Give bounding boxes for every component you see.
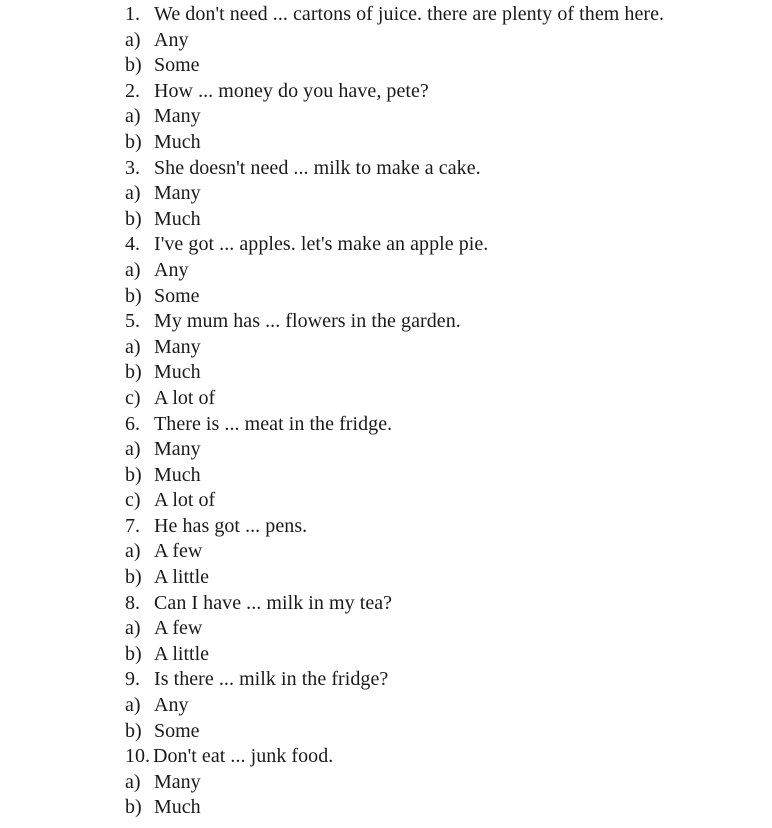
question-number: 9. xyxy=(125,668,140,691)
option-line xyxy=(125,360,765,386)
option-line xyxy=(125,335,765,361)
question-number: 5. xyxy=(125,310,140,333)
question-number: 3. xyxy=(125,156,140,179)
question-number: 8. xyxy=(125,591,140,614)
option-line xyxy=(125,539,765,565)
option-text: A little xyxy=(154,566,209,589)
option-letter: b) xyxy=(125,463,142,486)
option-line xyxy=(125,795,765,821)
option-text: Much xyxy=(154,130,201,153)
option-line xyxy=(125,284,765,310)
option-line xyxy=(125,616,765,642)
option-line xyxy=(125,181,765,207)
question-text: He has got ... pens. xyxy=(154,514,308,537)
option-text: Many xyxy=(154,770,201,793)
option-letter: b) xyxy=(125,566,142,589)
option-letter: a) xyxy=(125,438,141,461)
question-line xyxy=(125,2,765,28)
quiz-document xyxy=(125,2,765,821)
question-number: 4. xyxy=(125,233,140,256)
option-text: Some xyxy=(154,284,200,307)
question-text: I've got ... apples. let's make an apple pie. xyxy=(154,233,489,256)
option-text: Much xyxy=(154,463,201,486)
question-text: We don't need ... cartons of juice. there are plenty of them here. xyxy=(154,3,665,25)
question-number: 1. xyxy=(125,3,140,25)
question-text: How ... money do you have, pete? xyxy=(154,79,429,102)
option-letter: b) xyxy=(125,719,142,742)
option-line xyxy=(125,719,765,745)
question-line xyxy=(125,79,765,105)
question-text: There is ... meat in the fridge. xyxy=(154,412,393,435)
option-text: Much xyxy=(154,207,201,230)
option-letter: b) xyxy=(125,54,142,77)
question-text: She doesn't need ... milk to make a cake. xyxy=(154,156,481,179)
option-text: A lot of xyxy=(154,386,216,409)
option-text: A few xyxy=(154,617,203,640)
question-number: 6. xyxy=(125,412,140,435)
option-line xyxy=(125,53,765,79)
question-number: 10. xyxy=(125,745,150,768)
option-text: Any xyxy=(154,694,189,717)
option-line xyxy=(125,258,765,284)
option-letter: a) xyxy=(125,694,141,717)
question-line xyxy=(125,156,765,182)
option-line xyxy=(125,130,765,156)
question-text: My mum has ... flowers in the garden. xyxy=(154,310,461,333)
option-line xyxy=(125,770,765,796)
option-letter: c) xyxy=(125,489,141,512)
option-line xyxy=(125,437,765,463)
question-number: 7. xyxy=(125,514,140,537)
question-text: Don't eat ... junk food. xyxy=(153,745,334,768)
option-text: Some xyxy=(154,54,200,77)
option-line xyxy=(125,386,765,412)
option-text: Many xyxy=(154,182,201,205)
option-text: Many xyxy=(154,438,201,461)
question-line xyxy=(125,514,765,540)
option-text: A lot of xyxy=(154,489,216,512)
option-text: Much xyxy=(154,796,201,819)
option-text: Many xyxy=(154,335,201,358)
option-letter: a) xyxy=(125,335,141,358)
option-letter: b) xyxy=(125,207,142,230)
option-letter: b) xyxy=(125,642,142,665)
option-text: Many xyxy=(154,105,201,128)
option-line xyxy=(125,28,765,54)
option-line xyxy=(125,207,765,233)
question-line xyxy=(125,591,765,617)
option-letter: b) xyxy=(125,361,142,384)
option-line xyxy=(125,693,765,719)
option-text: A few xyxy=(154,540,203,563)
option-text: Any xyxy=(154,258,189,281)
question-line xyxy=(125,412,765,438)
option-letter: b) xyxy=(125,130,142,153)
question-line xyxy=(125,667,765,693)
question-number: 2. xyxy=(125,79,140,102)
question-text: Can I have ... milk in my tea? xyxy=(154,591,393,614)
option-text: A little xyxy=(154,642,209,665)
option-line xyxy=(125,104,765,130)
option-letter: a) xyxy=(125,258,141,281)
option-letter: a) xyxy=(125,617,141,640)
option-letter: a) xyxy=(125,28,141,51)
option-letter: a) xyxy=(125,770,141,793)
option-text: Some xyxy=(154,719,200,742)
option-line xyxy=(125,642,765,668)
option-letter: c) xyxy=(125,386,141,409)
question-line xyxy=(125,744,765,770)
option-text: Much xyxy=(154,361,201,384)
option-letter: a) xyxy=(125,105,141,128)
option-letter: b) xyxy=(125,284,142,307)
option-line xyxy=(125,488,765,514)
option-line xyxy=(125,463,765,489)
question-text: Is there ... milk in the fridge? xyxy=(154,668,389,691)
option-letter: b) xyxy=(125,796,142,819)
option-line xyxy=(125,565,765,591)
option-letter: a) xyxy=(125,182,141,205)
option-text: Any xyxy=(154,28,189,51)
option-letter: a) xyxy=(125,540,141,563)
question-line xyxy=(125,309,765,335)
question-line xyxy=(125,232,765,258)
